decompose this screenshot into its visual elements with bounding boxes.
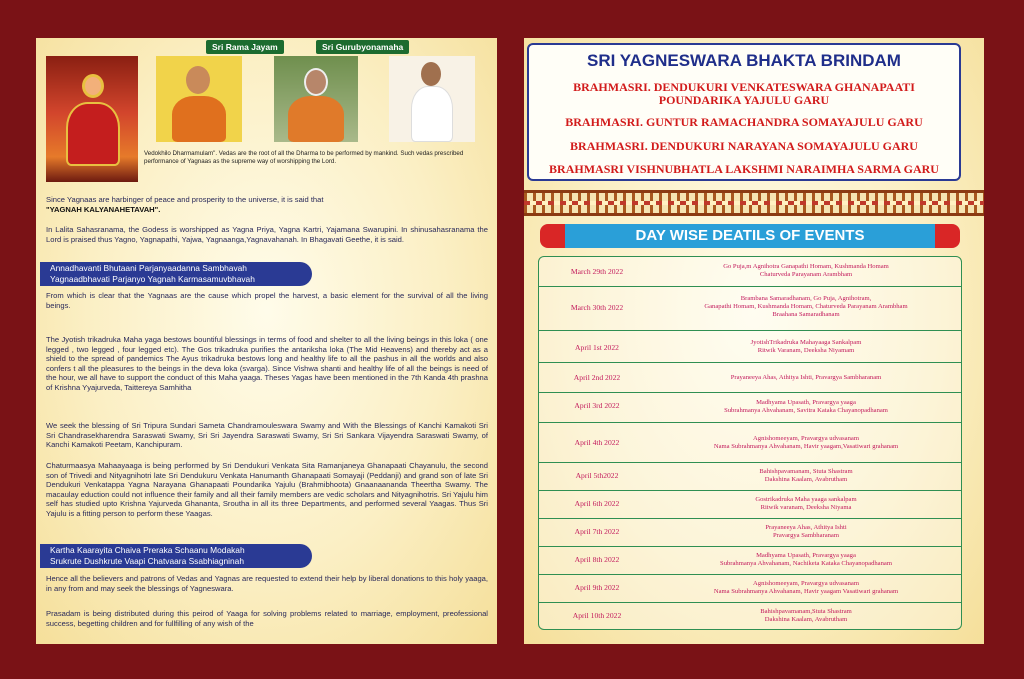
event-description: Madhyama Upasath, Pravargya yaaga Subrahmanya Ahvahanam, Savitra Kataka Chayanopadhanam [724, 399, 888, 414]
paragraph-blessings: We seek the blessing of Sri Tripura Sundari Sameta Chandramouleswara Swamy and With the Blessings of Kanchi Kamakoti Sri Sri Chandrasekharendra Saraswati Swamy, Sri Sri Jayendra Saraswati Swamy, Sri Sri Sankara Vijayendra Saraswati Swamy, of Kanchi Kamakoti Peetam, Kanchipuram. [46, 421, 488, 450]
event-description: Gostrikadruka Maha yaaga sankalpam Ritwik varanam, Deeksha Niyama [755, 496, 857, 511]
priest-photo [389, 56, 475, 142]
tag-sri-gurubyonamaha: Sri Gurubyonamaha [316, 40, 409, 54]
paragraph-donations: Hence all the believers and patrons of Vedas and Yagnas are requested to extend their help by liberal donations to this holy yaaga, in any from and may seek the blessings of Yagneswara. [46, 574, 488, 593]
event-date: April 8th 2022 [574, 555, 620, 564]
swami-photo-2 [274, 56, 358, 142]
paragraph-harvest: From which is clear that the Yagnaas are the cause which propel the harvest, a basic element for the survival of all the living beings. [46, 291, 488, 310]
honoree-4: BRAHMASRI VISHNUBHATLA LAKSHMI NARAIMHA SARMA GARU [549, 162, 939, 176]
event-date: April 3rd 2022 [574, 401, 620, 410]
decorative-border [524, 190, 984, 216]
events-table [538, 256, 962, 630]
event-description: Brambana Samaradhanam, Go Puja, Agnihotram, Ganapathi Homam, Kushmanda Homam, Chaturveda Parayanam Arambham Braahana Samaradhanam [704, 295, 908, 318]
right-page [524, 38, 984, 644]
event-row [539, 423, 961, 463]
event-description: JyotishTrikadruka Mahayaaga Sankalpam Ritwik Varanam, Deeksha Niyamam [750, 339, 862, 354]
event-date: April 1st 2022 [575, 343, 619, 352]
tag-sri-rama-jayam: Sri Rama Jayam [206, 40, 284, 54]
event-row [539, 363, 961, 393]
event-date: April 5th2022 [575, 471, 619, 480]
paragraph-prasadam: Prasadam is being distributed during this peirod of Yaaga for solving problems related to marriage, employment, preofessional success, begetting children and for fullfilling of any wish of the [46, 609, 488, 628]
event-date: April 9th 2022 [574, 583, 620, 592]
event-row [539, 287, 961, 331]
events-banner [540, 224, 960, 248]
event-date: April 7th 2022 [574, 527, 620, 536]
event-date: April 6th 2022 [574, 499, 620, 508]
verse-banner-2: Kartha Kaarayita Chaiva Preraka Schaanu Modakah Srukrute Dushkrute Vaapi Chatvaara Ssabhiagninah [40, 544, 312, 568]
event-description: Madhyama Upasath, Pravargya yaaga Subrahmanya Ahvahanam, Nachiketa Kataka Chayanopadhanam [720, 552, 892, 567]
verse-banner-1: Annadhavanti Bhutaani Parjanyaadanna Sambhavah Yagnaadbhavati Parjanyo Yagnah Karmasamuvbhavah [40, 262, 312, 286]
event-description: Prayaneeya Ahas, Athitya Ishti Pravargya Sambharanam [765, 524, 847, 539]
event-row [539, 519, 961, 547]
event-description: Prayaneeya Ahas, Athitya Ishti, Pravargya Sambharanam [730, 374, 882, 381]
goddess-photo [46, 56, 138, 182]
event-row [539, 393, 961, 423]
event-row [539, 547, 961, 575]
event-description: Bahishpavamanam,Stuta Shastram Dakshina Kaalam, Avabrutham [760, 608, 852, 623]
paragraph-intro: Since Yagnaas are harbinger of peace and prosperity to the universe, it is said that "YAGNAH KALYANAHETAVAH". [46, 195, 324, 214]
event-description: Agnishomeeyam, Pravargya udvasanam Nama Subrahmanya Ahvahanam, Havir yaagam,Vasatiwari grahanam [713, 435, 899, 450]
event-date: March 30th 2022 [570, 303, 624, 312]
left-page [36, 38, 497, 644]
brindam-box [527, 43, 961, 181]
event-row [539, 331, 961, 363]
honoree-2: BRAHMASRI. GUNTUR RAMACHANDRA SOMAYAJULU GARU [565, 115, 923, 129]
paragraph-chaturmaasya: Chaturmaasya Mahaayaaga is being performed by Sri Dendukuri Venkata Sita Ramanjaneya Ghanapaati Chayanulu, the second son of Trivedi and Nityagnihotri late Sri Dendukuru Venkata Hanumanth Ghanapaati Somayaji (Peddanji) and grand son of late Sri Dendukuri Venkatappa Yagna Narayana Ghanapaati Poundarika Yajulu (Brahmibhoota) Gnaanaananda Theertha Swamy. The macaulay eduction could not influence their family and all their family members are vedic scholars and Nityagnihotris. Sri Yajulu him self has studied upto Krishna Yajurveda Ghananta, Sroutha in all its three Departments, and performed several Yaagas. Thus Sri Yajulu is a fitting person to perform these Yaagas. [46, 461, 488, 518]
event-row [539, 463, 961, 491]
event-date: April 10th 2022 [572, 611, 622, 620]
event-row [539, 491, 961, 519]
honoree-1-line-2: POUNDARIKA YAJULU GARU [658, 93, 830, 107]
event-row [539, 603, 961, 631]
honoree-1-line-1: BRAHMASRI. DENDUKURI VENKATESWARA GHANAPAATI [573, 80, 915, 94]
event-row [539, 257, 961, 287]
event-description: Go Puja,m Agnihotra Ganapathi Homam, Kushmanda Homam Chaturveda Parayanam Arambham [723, 263, 889, 278]
event-description: Agnishomeeyam, Pravargya udvasanam Nama Subrahmanya Ahvahanam, Havir yaagam Vasatiwari grahanam [713, 580, 899, 595]
honoree-3: BRAHMASRI. DENDUKURI NARAYANA SOMAYAJULU GARU [570, 139, 918, 153]
kalyanahetavah-quote: "YAGNAH KALYANAHETAVAH". [46, 204, 161, 214]
paragraph-lalita: In Lalita Sahasranama, the Godess is worshipped as Yagna Priya, Yagna Kartri, Yajamana Swarupini. In shinusahasranama the Lord is praised thus Yagno, Yagnapathi, Yajwa, Yagnaanga,Yagnavahanah. In Bhagavati Geethe, it is said. [46, 225, 488, 244]
events-title: DAY WISE DEATILS OF EVENTS [635, 227, 865, 244]
event-date: April 4th 2022 [574, 438, 620, 447]
photo-caption: Vedokhilo Dharmamulam". Vedas are the root of all the Dharma to be performed by mankind. Such vedas prescribed performance of Yagnaas as the supreme way of worshipping the Lord. [144, 150, 464, 165]
event-row [539, 575, 961, 603]
event-date: April 2nd 2022 [573, 373, 621, 382]
brindam-title: SRI YAGNESWARA BHAKTA BRINDAM [587, 51, 901, 70]
event-date: March 29th 2022 [570, 267, 624, 276]
paragraph-jyotish: The Jyotish trikadruka Maha yaga bestows bountiful blessings in terms of food and shelter to all the living beings in this loka ( one legged , two legged , four legged etc). The Gos trikadruka purifies the antariksha loka (The Mid Heavens) and thereby act as a shield to the spread of pandemics The Ayus trikadruka bestows long and healthy life to all the pashus in all the worlds and also confers t all the pleasures to the beings in the deva loka (svarga). Since Vishwa shanti and healthy life of all the beings is need of the hour, we all have to support the conduct of this Maha yaaga. Theses Yagas have been mentioned in the 7th Kanda 4th prashna of Krishna Yyajurveda, Taittereya Samhitha [46, 335, 488, 392]
event-description: Bahishpavamanam, Stuta Shastram Dakshina Kaalam, Avabrutham [759, 468, 853, 483]
swami-photo-1 [156, 56, 242, 142]
